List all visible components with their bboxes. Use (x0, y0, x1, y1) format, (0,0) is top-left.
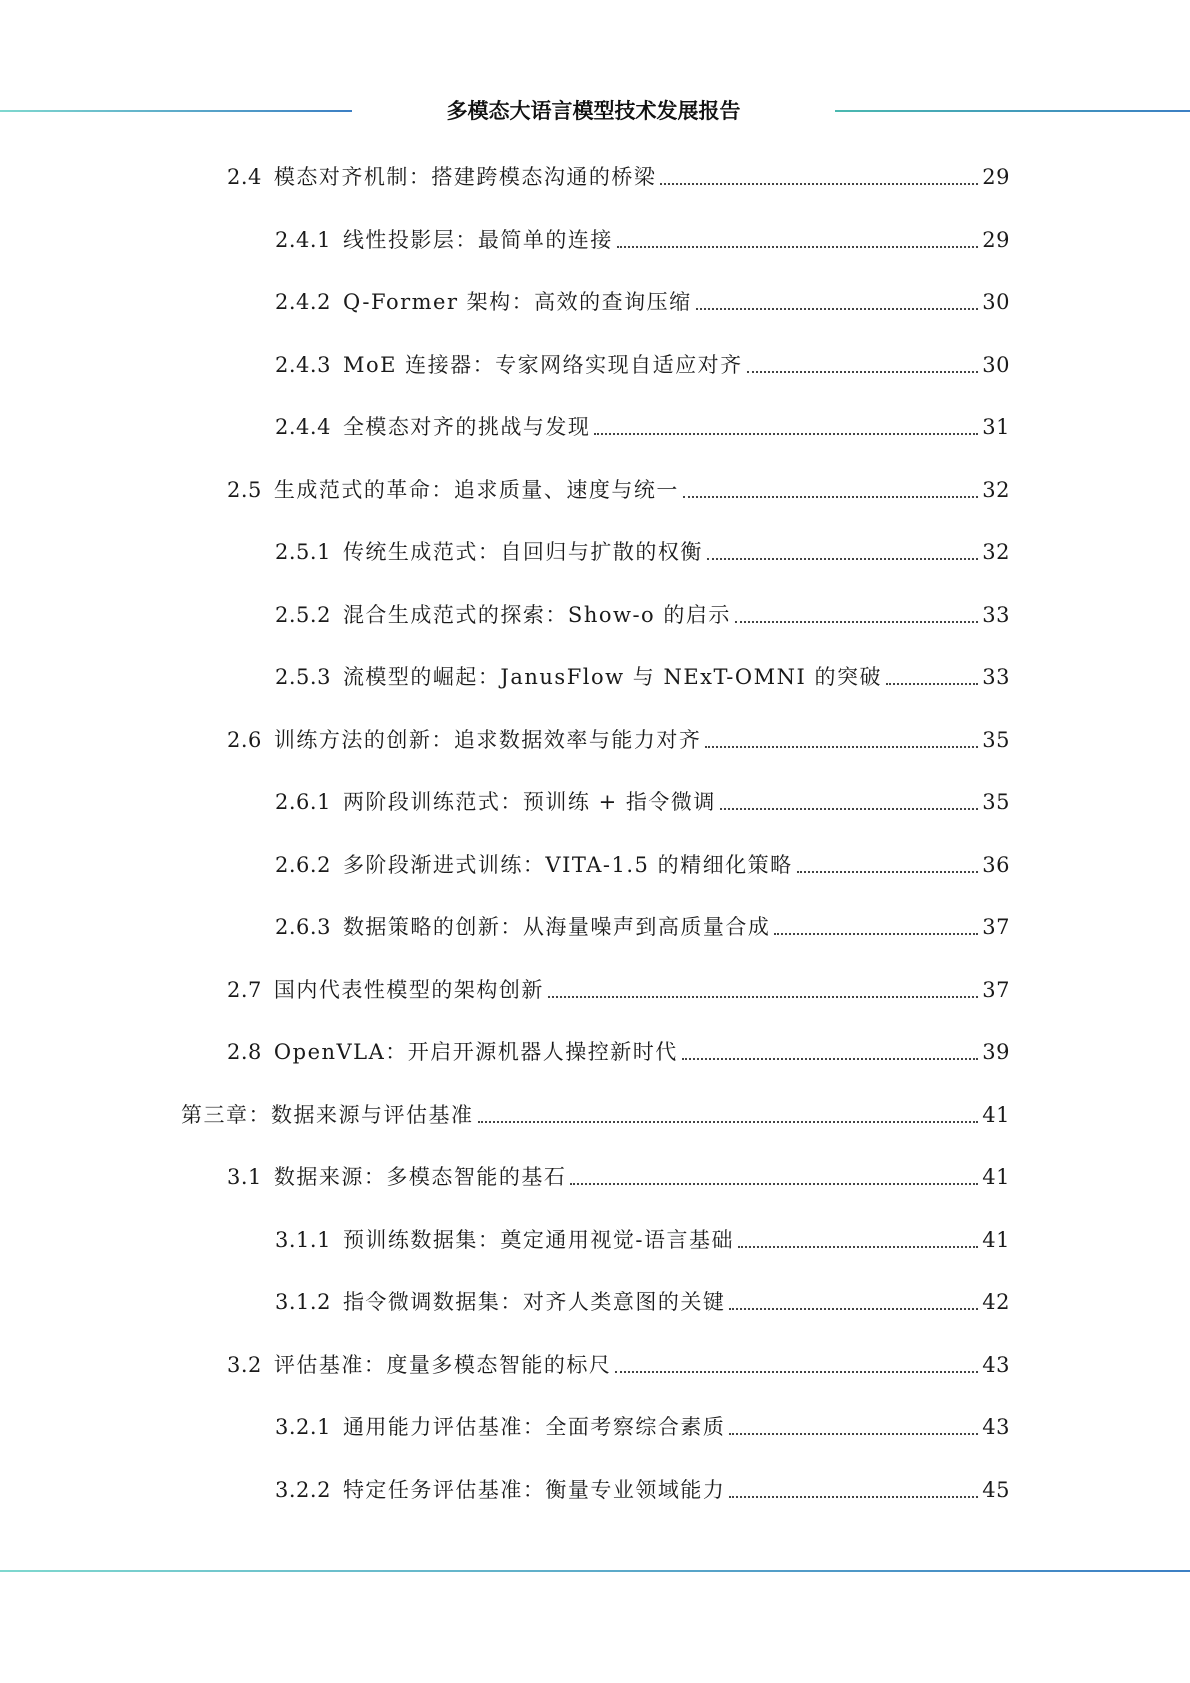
toc-entry-title: 通用能力评估基准：全面考察综合素质 (342, 1415, 726, 1439)
toc-entry[interactable] (275, 280, 1010, 316)
toc-entry-number: 3.2.1 (275, 1415, 331, 1439)
toc-entry-title: 模态对齐机制：搭建跨模态沟通的桥梁 (273, 165, 657, 189)
toc-entry-title: 线性投影层：最简单的连接 (342, 227, 613, 252)
toc-entry[interactable] (227, 1343, 1010, 1379)
toc-entry[interactable] (275, 405, 1010, 441)
toc-dot-leader (548, 996, 978, 998)
toc-dot-leader (729, 1308, 978, 1310)
toc-entry-number: 2.7 (227, 977, 262, 1002)
toc-entry-page-number: 35 (982, 790, 1010, 814)
toc-entry-page-number: 41 (982, 1102, 1010, 1127)
toc-entry-title: 传统生成范式：自回归与扩散的权衡 (342, 540, 703, 564)
toc-entry-title: 数据策略的创新：从海量噪声到高质量合成 (342, 915, 771, 939)
toc-entry-title: 混合生成范式的探索：Show-o 的启示 (342, 602, 731, 627)
toc-entry-number: 2.5.3 (275, 665, 331, 689)
toc-entry[interactable] (227, 468, 1010, 504)
toc-dot-leader (747, 371, 979, 373)
toc-dot-leader (660, 183, 978, 185)
toc-dot-leader (729, 1433, 978, 1435)
toc-entry[interactable] (275, 593, 1010, 629)
toc-entry-number: 2.5.1 (275, 540, 331, 564)
header-rule-left (0, 110, 352, 112)
toc-dot-leader (774, 933, 978, 935)
toc-dot-leader (797, 871, 979, 873)
toc-entry-page-number: 30 (982, 290, 1010, 314)
toc-entry-number: 3.1 (227, 1165, 262, 1189)
toc-entry[interactable] (227, 718, 1010, 754)
toc-dot-leader (615, 1371, 978, 1373)
toc-entry-title: 数据来源：多模态智能的基石 (273, 1165, 567, 1189)
toc-entry-page-number: 36 (982, 852, 1010, 877)
toc-entry-page-number: 42 (982, 1290, 1010, 1314)
toc-entry-title: 第三章：数据来源与评估基准 (181, 1102, 474, 1127)
toc-entry[interactable] (227, 1155, 1010, 1191)
toc-entry[interactable] (275, 343, 1010, 379)
toc-dot-leader (720, 808, 978, 810)
toc-entry[interactable] (275, 530, 1010, 566)
toc-entry-number: 2.5 (227, 477, 262, 502)
toc-entry[interactable] (181, 1093, 1010, 1129)
toc-entry-number: 2.6.1 (275, 790, 331, 814)
toc-entry-page-number: 32 (982, 540, 1010, 564)
toc-entry[interactable] (275, 655, 1010, 691)
toc-dot-leader (570, 1183, 978, 1185)
toc-entry-title: 生成范式的革命：追求质量、速度与统一 (273, 477, 679, 502)
toc-entry[interactable] (227, 155, 1010, 191)
toc-dot-leader (707, 558, 978, 560)
toc-dot-leader (738, 1246, 978, 1248)
toc-entry-number: 2.4 (227, 165, 262, 189)
header-rule-right (835, 110, 1190, 112)
toc-entry[interactable] (275, 1218, 1010, 1254)
toc-dot-leader (705, 746, 978, 748)
toc-entry-page-number: 33 (982, 602, 1010, 627)
toc-entry-page-number: 35 (982, 727, 1010, 752)
toc-entry-page-number: 39 (982, 1040, 1010, 1064)
toc-entry[interactable] (227, 1030, 1010, 1066)
toc-entry-number: 3.1.1 (275, 1227, 331, 1252)
toc-dot-leader (886, 683, 978, 685)
toc-entry-title: OpenVLA：开启开源机器人操控新时代 (273, 1040, 678, 1064)
toc-dot-leader (696, 308, 979, 310)
toc-entry[interactable] (275, 218, 1010, 254)
toc-entry-number: 2.6.2 (275, 852, 331, 877)
toc-dot-leader (617, 246, 978, 248)
toc-entry[interactable] (275, 1468, 1010, 1504)
toc-entry-page-number: 31 (982, 415, 1010, 439)
toc-entry-number: 2.4.1 (275, 227, 331, 252)
toc-entry-title: MoE 连接器：专家网络实现自适应对齐 (342, 352, 743, 377)
toc-dot-leader (682, 1058, 978, 1060)
toc-entry-page-number: 37 (982, 915, 1010, 939)
toc-entry-page-number: 37 (982, 977, 1010, 1002)
toc-entry-title: 全模态对齐的挑战与发现 (342, 415, 591, 439)
toc-entry-title: 训练方法的创新：追求数据效率与能力对齐 (273, 727, 702, 752)
toc-entry[interactable] (275, 905, 1010, 941)
toc-dot-leader (735, 621, 978, 623)
toc-entry-page-number: 30 (982, 352, 1010, 377)
toc-entry-number: 2.5.2 (275, 602, 331, 627)
toc-entry-title: Q-Former 架构：高效的查询压缩 (342, 290, 692, 314)
toc-entry-number: 2.4.3 (275, 352, 331, 377)
toc-entry-page-number: 29 (982, 227, 1010, 252)
toc-entry-number: 3.2.2 (275, 1477, 331, 1502)
toc-entry-page-number: 32 (982, 477, 1010, 502)
toc-entry-number: 3.1.2 (275, 1290, 331, 1314)
toc-entry-page-number: 45 (982, 1477, 1010, 1502)
toc-entry-title: 预训练数据集：奠定通用视觉-语言基础 (342, 1227, 735, 1252)
toc-entry-title: 国内代表性模型的架构创新 (273, 977, 544, 1002)
toc-entry-number: 2.4.4 (275, 415, 331, 439)
page-header (0, 96, 1190, 130)
toc-entry-number: 2.6.3 (275, 915, 331, 939)
toc-entry-number: 2.8 (227, 1040, 262, 1064)
report-title: 多模态大语言模型技术发展报告 (446, 99, 741, 123)
toc-entry-title: 多阶段渐进式训练：VITA-1.5 的精细化策略 (342, 852, 793, 877)
toc-entry-page-number: 33 (982, 665, 1010, 689)
toc-dot-leader (594, 433, 978, 435)
toc-dot-leader (729, 1496, 978, 1498)
toc-entry-page-number: 41 (982, 1227, 1010, 1252)
toc-entry[interactable] (275, 1280, 1010, 1316)
toc-entry-page-number: 43 (982, 1415, 1010, 1439)
toc-dot-leader (478, 1121, 979, 1123)
toc-entry-number: 2.6 (227, 727, 262, 752)
toc-dot-leader (683, 496, 978, 498)
toc-entry[interactable] (227, 968, 1010, 1004)
toc-entry-page-number: 41 (982, 1165, 1010, 1189)
toc-entry-number: 2.4.2 (275, 290, 331, 314)
toc-entry-title: 两阶段训练范式：预训练 + 指令微调 (342, 790, 716, 814)
toc-entry[interactable] (275, 1405, 1010, 1441)
toc-entry-title: 流模型的崛起：JanusFlow 与 NExT-OMNI 的突破 (342, 665, 882, 689)
toc-entry[interactable] (275, 843, 1010, 879)
toc-entry-page-number: 29 (982, 165, 1010, 189)
toc-entry-page-number: 43 (982, 1352, 1010, 1377)
toc-entry-title: 指令微调数据集：对齐人类意图的关键 (342, 1290, 726, 1314)
toc-entry[interactable] (275, 780, 1010, 816)
footer-rule (0, 1570, 1190, 1572)
toc-entry-title: 评估基准：度量多模态智能的标尺 (273, 1352, 612, 1377)
toc-entry-number: 3.2 (227, 1352, 262, 1377)
toc-entry-title: 特定任务评估基准：衡量专业领域能力 (342, 1477, 726, 1502)
